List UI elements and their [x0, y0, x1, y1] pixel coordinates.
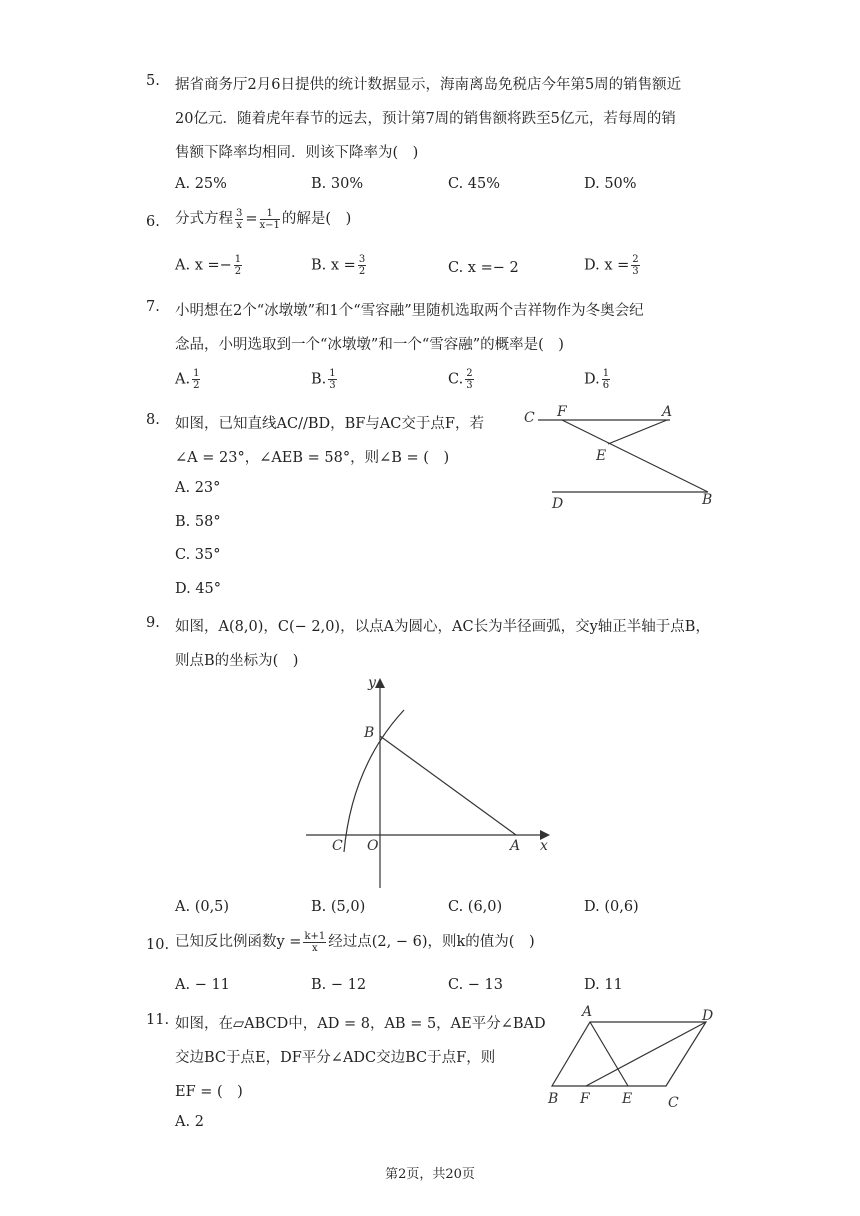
q5-number: 5. [146, 73, 160, 89]
q7-option-d-frac [602, 368, 610, 391]
q6-option-d-text: D. x = [584, 257, 630, 274]
q6-option-c: C. x =− 2 [448, 260, 519, 276]
q9-label-y: y [368, 675, 376, 691]
q8-line-ae [608, 420, 667, 444]
q10-option-c: C. − 13 [448, 977, 504, 993]
q5-option-b: B. 30% [311, 176, 364, 192]
q6-option-b-num: 3 [358, 254, 366, 265]
q5-text-line1: 据省商务厅2月6日提供的统计数据显示，海南离岛免税店今年第5周的销售额近 [175, 77, 682, 93]
page-footer: 第2页，共20页 [385, 1167, 475, 1182]
q6-text [175, 207, 351, 231]
q9-option-d: D. (0,6) [584, 899, 639, 915]
q10-fraction [303, 931, 326, 954]
q6-option-a-frac [234, 254, 242, 277]
q7-option-a-den: 2 [193, 380, 200, 391]
q10-frac-den: x [312, 942, 318, 954]
q7-option-a-num: 1 [193, 368, 200, 379]
q9-label-b: B [364, 725, 375, 741]
q11-option-a: A. 2 [175, 1114, 204, 1130]
q7-option-c-label: C. [448, 371, 464, 388]
q7-option-a-label: A. [175, 371, 191, 388]
q9-text-line1: 如图，A(8,0)，C(− 2,0)，以点A为圆心，AC长为半径画弧，交y轴正半轴于点B， [175, 619, 710, 635]
q7-text-line1: 小明想在2个“冰墩墩”和1个“雪容融”里随机选取两个吉祥物作为冬奥会纪 [175, 303, 644, 319]
q8-label-e: E [596, 448, 607, 464]
q7-option-a-frac [192, 368, 200, 391]
q11-text-line2: 交边BC于点E，DF平分∠ADC交边BC于点F，则 [175, 1050, 496, 1066]
q9-option-c: C. (6,0) [448, 899, 503, 915]
q10-option-d: D. 11 [584, 977, 623, 993]
q7-option-c [448, 368, 476, 391]
q6-option-b [311, 254, 368, 277]
q6-option-d-den: 3 [632, 266, 639, 277]
q7-option-b [311, 368, 339, 391]
q9-label-o: O [367, 838, 379, 854]
q6-option-d-num: 2 [632, 254, 639, 265]
q5-text-line2: 20亿元．随着虎年春节的远去，预计第7周的销售额将跌至5亿元，若每周的销 [175, 111, 676, 127]
q7-option-d [584, 368, 612, 391]
q8-label-c: C [524, 410, 535, 426]
q6-option-b-den: 2 [358, 266, 366, 277]
q7-option-b-frac [328, 368, 336, 391]
q6-frac2-den: x−1 [259, 219, 280, 231]
q11-text-line3: EF = ( ) [175, 1084, 243, 1100]
q9-y-axis-arrow [375, 678, 385, 688]
q11-label-a: A [582, 1004, 593, 1020]
q6-frac1-num: 3 [236, 207, 243, 219]
q9-number: 9. [146, 615, 160, 631]
q9-label-c: C [332, 838, 343, 854]
q9-segment-ab [380, 736, 516, 835]
q7-option-a [175, 368, 202, 391]
q7-text-line2: 念品，小明选取到一个“冰墩墩”和一个“雪容融”的概率是( ) [175, 337, 564, 353]
q7-option-c-den: 3 [466, 380, 473, 391]
q9-label-x: x [540, 838, 548, 854]
q9-figure [300, 670, 560, 892]
q11-segment-ae [590, 1022, 628, 1086]
q7-option-c-frac [465, 368, 473, 391]
q8-label-a: A [662, 404, 673, 420]
q9-label-a: A [510, 838, 521, 854]
q7-number: 7. [146, 299, 160, 315]
q6-equals: = [245, 211, 258, 227]
q8-number: 8. [146, 412, 160, 428]
q7-option-d-num: 1 [602, 368, 610, 379]
q7-option-b-den: 3 [329, 380, 336, 391]
q6-fraction-1 [235, 208, 243, 231]
q6-prefix: 分式方程 [175, 211, 233, 227]
q10-number: 10. [146, 937, 170, 953]
q10-suffix: 经过点(2, − 6)，则k的值为( ) [328, 934, 535, 950]
q8-option-b: B. 58° [175, 514, 221, 530]
q7-option-b-label: B. [311, 371, 327, 388]
q11-label-e: E [622, 1091, 633, 1107]
q8-option-d: D. 45° [175, 581, 222, 597]
q6-frac2-num: 1 [260, 208, 280, 220]
q10-prefix: 已知反比例函数y = [175, 934, 302, 950]
q10-text [175, 930, 535, 954]
q10-frac-num: k+1 [304, 930, 326, 942]
q8-line-fb [562, 420, 708, 492]
q6-option-b-text: B. x = [311, 257, 356, 274]
q8-text-line1: 如图，已知直线AC//BD，BF与AC交于点F，若 [175, 416, 484, 432]
q9-option-a: A. (0,5) [175, 899, 230, 915]
q9-option-b: B. (5,0) [311, 899, 366, 915]
q6-frac1-den: x [236, 219, 242, 231]
q11-label-b: B [548, 1091, 559, 1107]
q11-text-line1: 如图，在▱ABCD中，AD = 8，AB = 5，AE平分∠BAD [175, 1016, 546, 1032]
q6-option-a-text: A. x =− [175, 257, 232, 274]
q8-option-a: A. 23° [175, 480, 221, 496]
q11-label-f: F [580, 1091, 590, 1107]
q8-label-b: B [702, 492, 713, 508]
q6-option-b-frac [358, 254, 366, 277]
q6-option-d [584, 254, 642, 277]
q8-label-d: D [552, 496, 564, 512]
q11-number: 11. [146, 1012, 170, 1028]
q7-option-d-label: D. [584, 371, 600, 388]
q6-option-a-num: 1 [234, 254, 242, 265]
q8-label-f: F [557, 404, 567, 420]
q5-text-line3: 售额下降率均相同．则该下降率为( ) [175, 145, 419, 161]
q8-text-line2: ∠A = 23°，∠AEB = 58°，则∠B = ( ) [175, 450, 450, 466]
q9-text-line2: 则点B的坐标为( ) [175, 653, 299, 669]
q6-number: 6. [146, 214, 160, 230]
q6-fraction-2 [260, 208, 280, 231]
q11-label-d: D [702, 1008, 714, 1024]
q8-figure [520, 400, 720, 515]
q6-option-a [175, 254, 244, 277]
q6-option-a-den: 2 [234, 266, 242, 277]
q11-label-c: C [668, 1095, 679, 1111]
q11-figure [540, 1000, 730, 1112]
q5-option-a: A. 25% [175, 176, 227, 192]
q10-option-b: B. − 12 [311, 977, 367, 993]
q5-option-d: D. 50% [584, 176, 637, 192]
q5-option-c: C. 45% [448, 176, 501, 192]
q11-parallelogram [552, 1022, 706, 1086]
q7-option-b-num: 1 [329, 368, 336, 379]
q11-segment-df [586, 1022, 706, 1086]
q7-option-d-den: 6 [602, 380, 610, 391]
q6-option-d-frac [631, 254, 639, 277]
q7-option-c-num: 2 [466, 368, 473, 379]
q6-suffix: 的解是( ) [281, 211, 352, 227]
q8-option-c: C. 35° [175, 547, 221, 563]
q10-option-a: A. − 11 [175, 977, 230, 993]
